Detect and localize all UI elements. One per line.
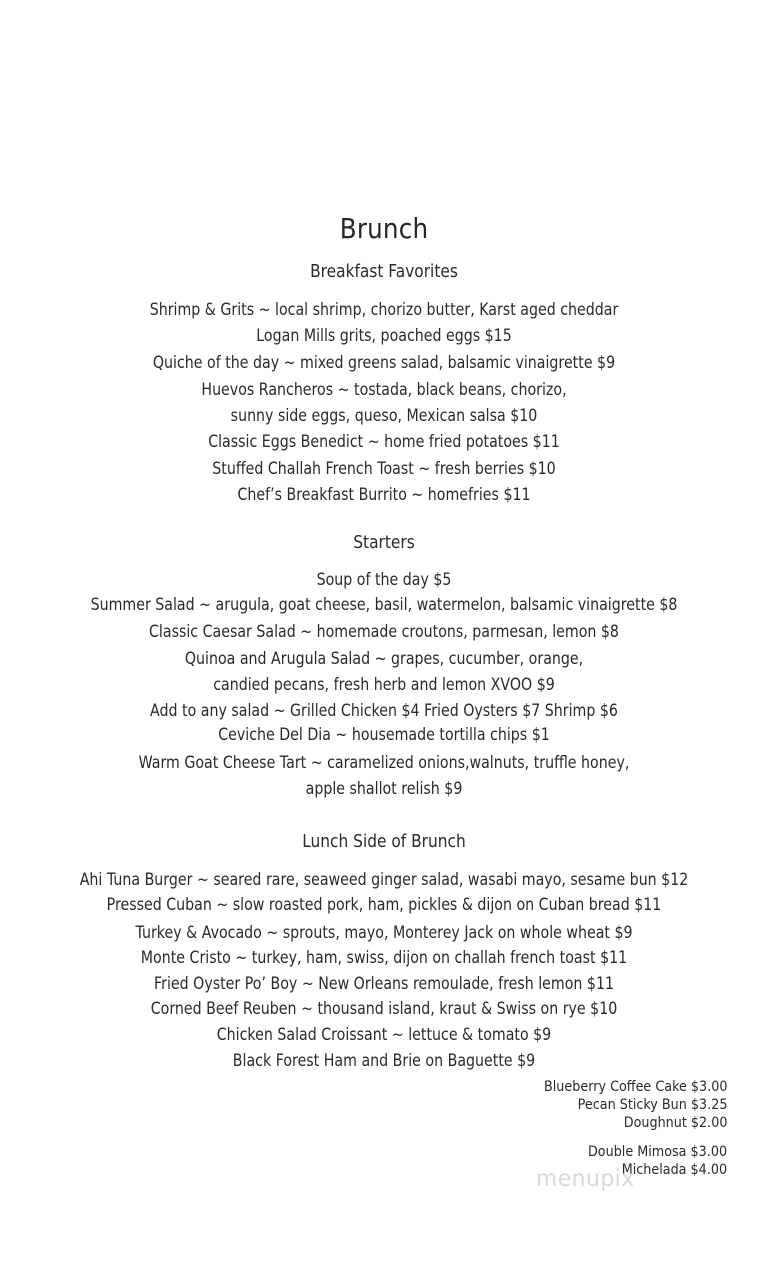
menu-title: Brunch [339,212,429,245]
menu-line: sunny side eggs, queso, Mexican salsa $10 [230,406,538,425]
section-heading-starters: Starters [353,533,415,553]
pastry-item: Blueberry Coffee Cake $3.00 [543,1079,727,1095]
pastries-list [544,1078,727,1132]
menu-line: Chicken Salad Croissant ~ lettuce & tomato $9 [216,1025,552,1044]
menu-line: Fried Oyster Po’ Boy ~ New Orleans remoulade, fresh lemon $11 [153,974,615,993]
menu-line: Chef’s Breakfast Burrito ~ homefries $11 [237,485,531,504]
section-heading-breakfast-favorites: Breakfast Favorites [310,262,458,282]
drink-item: Michelada $4.00 [621,1162,727,1178]
menu-line: Quinoa and Arugula Salad ~ grapes, cucumber, orange, [184,649,584,668]
menu-line: Shrimp & Grits ~ local shrimp, chorizo butter, Karst aged cheddar [149,300,619,319]
menu-line: Classic Caesar Salad ~ homemade croutons, parmesan, lemon $8 [149,622,619,641]
menu-line: Stuffed Challah French Toast ~ fresh berries $10 [212,459,556,478]
menu-line: Summer Salad ~ arugula, goat cheese, basil, watermelon, balsamic vinaigrette $8 [90,595,678,614]
watermark-logo: menupix [536,1166,635,1192]
drink-item: Double Mimosa $3.00 [587,1144,727,1160]
menu-line: apple shallot relish $9 [305,779,463,798]
menu-line: Ahi Tuna Burger ~ seared rare, seaweed ginger salad, wasabi mayo, sesame bun $12 [79,870,689,889]
menu-line: Pressed Cuban ~ slow roasted pork, ham, pickles & dijon on Cuban bread $11 [106,895,662,914]
menu-line: Monte Cristo ~ turkey, ham, swiss, dijon on challah french toast $11 [140,948,628,967]
menu-line: Corned Beef Reuben ~ thousand island, kraut & Swiss on rye $10 [150,999,618,1018]
menu-line: candied pecans, fresh herb and lemon XVOO $9 [213,675,555,694]
menu-line: Soup of the day $5 [316,570,452,589]
menu-line: Black Forest Ham and Brie on Baguette $9 [232,1051,536,1070]
menu-line: Huevos Rancheros ~ tostada, black beans, chorizo, [201,380,567,399]
menu-line: Add to any salad ~ Grilled Chicken $4 Fried Oysters $7 Shrimp $6 [150,701,618,720]
section-heading-lunch-side: Lunch Side of Brunch [302,832,466,852]
menu-line: Ceviche Del Dia ~ housemade tortilla chips $1 [218,725,550,744]
pastry-item: Pecan Sticky Bun $3.25 [577,1097,727,1113]
menu-line: Logan Mills grits, poached eggs $15 [256,326,512,345]
menu-line: Turkey & Avocado ~ sprouts, mayo, Monterey Jack on whole wheat $9 [135,923,633,942]
menu-line: Quiche of the day ~ mixed greens salad, balsamic vinaigrette $9 [152,353,616,372]
pastry-item: Doughnut $2.00 [623,1115,727,1131]
menu-line: Classic Eggs Benedict ~ home fried potatoes $11 [208,432,560,451]
menu-line: Warm Goat Cheese Tart ~ caramelized onions,walnuts, truffle honey, [138,753,630,772]
